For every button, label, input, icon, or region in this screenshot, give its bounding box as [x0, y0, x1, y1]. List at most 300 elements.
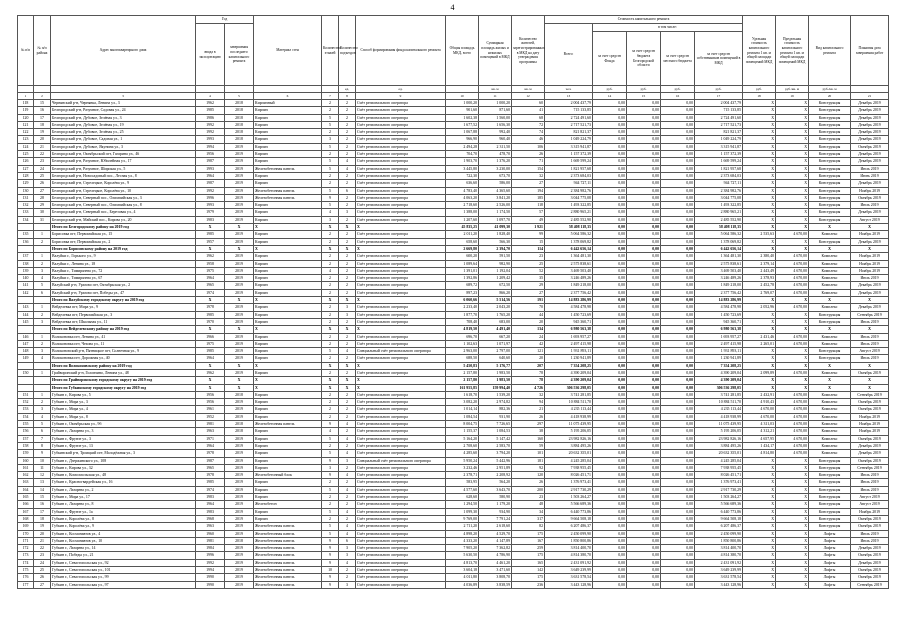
table-cell: X — [776, 143, 809, 150]
table-cell: X — [225, 224, 254, 231]
table-cell: 0,00 — [627, 136, 661, 143]
table-cell: 1981 — [196, 537, 225, 544]
table-cell: X — [743, 348, 776, 355]
table-cell: 689,72 — [446, 282, 479, 289]
table-cell: 155 — [18, 421, 34, 428]
table-cell: 4 — [339, 450, 356, 457]
table-cell: 1981 — [196, 421, 225, 428]
table-cell: Губкин г., Лазарева ул., 3 — [51, 428, 196, 435]
table-cell: 145 — [18, 318, 34, 325]
table-cell: 1983 — [196, 494, 225, 501]
table-cell: 583,95 — [446, 479, 479, 486]
table-cell: 2 — [339, 267, 356, 274]
table-cell: 4 418 938,99 — [695, 413, 743, 420]
table-row — [18, 552, 889, 559]
table-cell: Белгородский р-н, Разумное, Юбилейная ул., 17 — [51, 158, 196, 165]
table-cell: Декабрь 2019 — [851, 238, 889, 245]
table-cell: 0,00 — [627, 267, 661, 274]
subtotal-row — [18, 297, 889, 304]
table-cell: 2 724 491,60 — [545, 114, 593, 121]
table-cell: 0,00 — [627, 311, 661, 318]
table-cell: X — [322, 245, 339, 252]
table-cell: 0,00 — [627, 355, 661, 362]
table-cell: X — [743, 523, 776, 530]
table-cell: 167 — [512, 537, 545, 544]
table-cell: 0,00 — [593, 537, 627, 544]
table-cell: Счёт регионального оператора — [356, 172, 446, 179]
table-cell: Декабрь 2019 — [851, 121, 889, 128]
table-cell: Кирпич — [254, 399, 322, 406]
table-cell: 126 — [18, 158, 34, 165]
unit-cell — [851, 86, 889, 93]
table-cell: X — [322, 326, 339, 333]
table-cell: 19 — [34, 129, 51, 136]
table-cell: Счёт регионального оператора — [356, 413, 446, 420]
table-cell: 0,00 — [627, 172, 661, 179]
table-row — [18, 486, 889, 493]
table-cell: X — [322, 224, 339, 231]
table-cell: 0,00 — [593, 523, 627, 530]
table-cell: 1964 — [196, 275, 225, 282]
table-cell: X — [776, 297, 809, 304]
table-cell: 0,00 — [627, 151, 661, 158]
table-cell: Железобетонная панель — [254, 581, 322, 588]
table-cell: Комплекс — [809, 260, 851, 267]
table-cell: X — [776, 552, 809, 559]
table-cell: 159 — [18, 450, 34, 457]
table-cell: 0,00 — [627, 442, 661, 449]
table-cell: X — [743, 224, 776, 231]
table-cell: 2 — [322, 260, 339, 267]
table-cell: X — [339, 362, 356, 369]
table-cell: 2 — [339, 494, 356, 501]
page-number: 4 — [450, 3, 455, 12]
table-cell: X — [743, 508, 776, 515]
table-row — [18, 559, 889, 566]
table-cell: Железобетонная панель — [254, 530, 322, 537]
table-cell: X — [743, 479, 776, 486]
header-address: Адрес многоквартирного дома — [51, 16, 196, 86]
table-cell: 138 — [18, 260, 34, 267]
table-cell: 27 — [512, 289, 545, 296]
table-cell: 1 157 372,39 — [695, 151, 743, 158]
table-cell: 4 390 209,04 — [545, 377, 593, 384]
table-cell: 1 230 941,89 — [545, 355, 593, 362]
table-cell: Счёт регионального оператора — [356, 472, 446, 479]
table-cell: 0,00 — [627, 253, 661, 260]
table-cell: 2 718,60 — [446, 202, 479, 209]
table-cell: 0,00 — [627, 450, 661, 457]
table-cell: X — [743, 180, 776, 187]
table-cell: 147 — [18, 340, 34, 347]
table-cell: 1 983,50 — [479, 369, 512, 376]
table-cell: 4 — [339, 508, 356, 515]
table-cell: 0,00 — [661, 472, 695, 479]
table-cell: 2018 — [225, 114, 254, 121]
table-row — [18, 494, 889, 501]
table-cell: Валуйский р-н, Уразово пгт, Октябрьская ул., 2 — [51, 282, 196, 289]
table-cell: 2018 — [225, 421, 254, 428]
table-cell: Железобетонная панель — [254, 421, 322, 428]
table-cell: 1978 — [196, 304, 225, 311]
table-cell: 2019 — [225, 202, 254, 209]
table-cell: 2019 — [225, 523, 254, 530]
table-cell: Счёт регионального оператора — [356, 260, 446, 267]
table-cell: 0,00 — [661, 180, 695, 187]
table-cell: 2 — [339, 282, 356, 289]
table-cell: Счёт регионального оператора — [356, 282, 446, 289]
table-cell: 4 529,70 — [479, 530, 512, 537]
table-cell: 0,00 — [627, 348, 661, 355]
table-cell: 2 — [339, 172, 356, 179]
header-year-last-repair: завершения последнего капитального ремонта — [225, 24, 254, 86]
table-cell: X — [776, 202, 809, 209]
table-cell: 0,00 — [661, 545, 695, 552]
table-cell: 1 983,50 — [479, 377, 512, 384]
table-cell: Июль 2019 — [851, 275, 889, 282]
table-cell: 2019 — [225, 267, 254, 274]
table-cell: 0,00 — [661, 194, 695, 201]
table-cell: 175 — [512, 530, 545, 537]
table-cell: 3 315 941,87 — [545, 143, 593, 150]
table-cell: Железобетонная панель — [254, 545, 322, 552]
table-cell: 945 360,71 — [545, 318, 593, 325]
table-cell: 5 630,50 — [446, 552, 479, 559]
table-cell: Кирпич — [254, 143, 322, 150]
table-row — [18, 581, 889, 588]
table-cell: 1 — [34, 304, 51, 311]
table-cell: 140 — [18, 275, 34, 282]
table-cell: 10 884 511,70 — [695, 399, 743, 406]
table-cell: X — [225, 245, 254, 252]
table-cell: 5 — [322, 486, 339, 493]
table-cell: Конструкция — [809, 486, 851, 493]
table-cell: 2 — [322, 311, 339, 318]
table-cell: 165 — [18, 494, 34, 501]
table-cell: X — [776, 114, 809, 121]
table-cell: 142 — [18, 289, 34, 296]
header-wall-material: Материал стен — [254, 16, 322, 86]
table-cell: Чернянский р-н, Чернянка, Ленина ул., 3 — [51, 100, 196, 107]
table-cell: 0,00 — [627, 326, 661, 333]
table-cell: Белгородский р-н, Новосадовый пос., Лесная ул., 8 — [51, 172, 196, 179]
table-cell: 1 392,86 — [446, 275, 479, 282]
subtotal-row — [18, 384, 889, 391]
table-cell: 1984 — [196, 545, 225, 552]
header-owners-funds: за счет средств собственников помещений в МКД — [695, 32, 743, 86]
table-cell: 20 — [34, 530, 51, 537]
header-total-cost: Всего: — [545, 24, 593, 86]
table-cell: 175 — [512, 574, 545, 581]
table-cell: 129 — [18, 180, 34, 187]
table-cell: X — [322, 384, 339, 391]
table-cell: 0,00 — [661, 486, 695, 493]
table-cell: X — [851, 326, 889, 333]
table-cell: 9 — [322, 545, 339, 552]
table-cell: 0,00 — [661, 231, 695, 238]
table-cell: 0,00 — [661, 245, 695, 252]
table-cell: X — [809, 377, 851, 384]
table-cell: Белгородский р-н, Северный пос., Березовая ул., 4 — [51, 209, 196, 216]
table-cell: 24 — [34, 559, 51, 566]
table-cell: 46 — [512, 136, 545, 143]
table-cell: 9 — [322, 194, 339, 201]
table-cell: 934,90 — [479, 508, 512, 515]
table-cell: 2 618,60 — [479, 523, 512, 530]
table-cell: 6 — [34, 289, 51, 296]
table-cell: 11 — [34, 464, 51, 471]
table-cell: 71 — [512, 158, 545, 165]
table-cell: Губкин г., Севастопольская ул., 101 — [51, 567, 196, 574]
column-number-cell: 5 — [225, 93, 254, 100]
table-cell: 0,00 — [593, 399, 627, 406]
table-cell: 156 — [18, 428, 34, 435]
table-cell: 931,90 — [479, 413, 512, 420]
table-cell: Кирпич — [254, 428, 322, 435]
table-cell: 0,00 — [661, 216, 695, 223]
table-cell: 4 670,00 — [776, 282, 809, 289]
table-cell: 4 312,21 — [743, 428, 776, 435]
table-row — [18, 442, 889, 449]
table-cell: 0,00 — [593, 231, 627, 238]
table-cell: Лифты — [809, 581, 851, 588]
table-cell: Кирпич — [254, 494, 322, 501]
table-cell: Губкин г., Севастопольская ул., 99 — [51, 574, 196, 581]
table-cell: 2 — [322, 289, 339, 296]
table-cell: 20 — [34, 136, 51, 143]
table-cell: Железобетонная панель — [254, 559, 322, 566]
table-cell: 2 — [322, 318, 339, 325]
table-cell: Счёт регионального оператора — [356, 180, 446, 187]
table-cell: 2 — [322, 340, 339, 347]
table-cell: 9 — [322, 559, 339, 566]
table-cell: 2019 — [225, 515, 254, 522]
table-cell: 1 560,00 — [479, 114, 512, 121]
table-cell: 696,70 — [446, 333, 479, 340]
table-cell: X — [776, 515, 809, 522]
table-cell: 5 — [322, 143, 339, 150]
table-cell: Кирпич — [254, 158, 322, 165]
table-row — [18, 318, 889, 325]
table-cell: 1974 — [196, 289, 225, 296]
header-living-area: Суммарная площадь жилых и нежилых помещений в МКД — [479, 16, 512, 86]
table-cell: Губкин г., Дзержинского ул., 108 — [51, 457, 196, 464]
table-cell: Счёт регионального оператора — [356, 253, 446, 260]
table-cell: X — [322, 362, 339, 369]
table-cell: 0,00 — [627, 194, 661, 201]
table-cell: 2 — [322, 442, 339, 449]
table-cell: Счёт регионального оператора — [356, 501, 446, 508]
header-local-budget: за счет средств местного бюджета — [661, 32, 695, 86]
column-numbers-row — [18, 93, 889, 100]
table-cell: Белгородский р-н, Майский пос., Кирова ул., 20 — [51, 216, 196, 223]
table-cell: Август 2019 — [851, 348, 889, 355]
table-row — [18, 304, 889, 311]
table-cell: 0,00 — [661, 340, 695, 347]
table-cell: Кирпич — [254, 435, 322, 442]
table-cell: 1978 — [196, 450, 225, 457]
table-cell: 41 099,30 — [479, 224, 512, 231]
table-cell: 0,00 — [627, 260, 661, 267]
table-cell: 0,00 — [627, 238, 661, 245]
table-cell: 0,00 — [627, 245, 661, 252]
table-cell: 2018 — [225, 107, 254, 114]
column-number-cell: 1 — [18, 93, 34, 100]
table-cell: 161 955,85 — [446, 384, 479, 391]
table-cell: Конструкция — [809, 501, 851, 508]
table-cell: 2 — [322, 129, 339, 136]
table-row — [18, 187, 889, 194]
table-cell: Август 2019 — [851, 494, 889, 501]
table-cell: 2 880 965,21 — [545, 209, 593, 216]
table-cell: Конструкция — [809, 187, 851, 194]
table-cell: 0,00 — [661, 209, 695, 216]
table-cell: Кирпич — [254, 180, 322, 187]
table-cell: 1 493 322,85 — [545, 202, 593, 209]
table-cell: 2 157,80 — [446, 369, 479, 376]
table-cell: Итого по Волоконовскому району на 2019 год — [51, 362, 196, 369]
table-cell: 141 — [18, 282, 34, 289]
table-cell: 2019 — [225, 216, 254, 223]
table-cell: 2 208,92 — [479, 472, 512, 479]
table-cell: 4 245 285,04 — [695, 457, 743, 464]
table-cell: 0,00 — [661, 457, 695, 464]
table-cell: 0,00 — [661, 333, 695, 340]
column-number-cell: 19 — [776, 93, 809, 100]
table-cell: 3 469 503,40 — [545, 267, 593, 274]
table-cell: Ноябрь 2019 — [851, 260, 889, 267]
table-cell: Конструкция — [809, 194, 851, 201]
table-cell: 715 133,85 — [545, 107, 593, 114]
table-cell: 0,00 — [627, 581, 661, 588]
table-cell: Итого по Вейделевскому району на 2019 год — [51, 326, 196, 333]
table-cell: 982,90 — [479, 260, 512, 267]
table-cell: 0,00 — [627, 187, 661, 194]
table-cell: X — [196, 362, 225, 369]
table-cell: 136 — [18, 238, 34, 245]
table-cell: 0,00 — [593, 574, 627, 581]
table-cell: 2019 — [225, 318, 254, 325]
table-cell: Конструкция — [809, 479, 851, 486]
table-cell: 68 — [512, 114, 545, 121]
table-cell: 24 — [34, 165, 51, 172]
table-cell: 1 828,40 — [479, 231, 512, 238]
table-cell: 194 — [512, 187, 545, 194]
table-cell: 4 670,00 — [776, 340, 809, 347]
table-cell: 1 097,70 — [479, 216, 512, 223]
table-cell: 3 471,60 — [479, 567, 512, 574]
table-cell: 0,00 — [661, 304, 695, 311]
table-cell: Комплекс — [809, 333, 851, 340]
table-cell: 2 494,28 — [446, 143, 479, 150]
table-cell: X — [339, 377, 356, 384]
table-cell: X — [743, 107, 776, 114]
table-cell: 4 670,00 — [743, 413, 776, 420]
table-row — [18, 574, 889, 581]
table-cell: X — [743, 114, 776, 121]
table-cell: 2 — [322, 355, 339, 362]
table-cell: 8 026 451,71 — [695, 472, 743, 479]
unit-cell: руб./кв. м — [809, 86, 851, 93]
table-cell: 2019 — [225, 238, 254, 245]
table-cell: Конструкция — [809, 143, 851, 150]
table-cell: 2 797,00 — [479, 348, 512, 355]
table-cell: 0,00 — [661, 391, 695, 398]
table-cell: 0,00 — [661, 172, 695, 179]
table-cell: 2 — [322, 369, 339, 376]
table-cell: 0,00 — [627, 545, 661, 552]
table-cell: 0,00 — [593, 151, 627, 158]
table-cell: 0,00 — [627, 486, 661, 493]
table-cell: Железобетонная панель — [254, 187, 322, 194]
table-cell: 3 044 775,08 — [695, 194, 743, 201]
table-cell: Специальный счёт регионального оператора — [356, 457, 446, 464]
table-cell: Волоконовский р-н, Пятницкое пгт, Солнечная ул., 9 — [51, 348, 196, 355]
table-cell: 78 — [512, 377, 545, 384]
table-cell: 0,00 — [627, 107, 661, 114]
table-cell: Комплекс — [809, 435, 851, 442]
table-cell: 148 — [18, 348, 34, 355]
table-cell: 3 — [34, 406, 51, 413]
table-cell: X — [254, 377, 322, 384]
table-cell: 0,00 — [627, 413, 661, 420]
table-cell: 1 669 599,24 — [545, 158, 593, 165]
table-cell: 1990 — [196, 581, 225, 588]
table-cell: 0,00 — [661, 369, 695, 376]
header-cost-group: Стоимость капитального ремонта — [545, 16, 743, 24]
unit-cell: руб. — [593, 86, 627, 93]
table-cell: 2019 — [225, 450, 254, 457]
table-cell: Июль 2019 — [851, 486, 889, 493]
table-cell: 2019 — [225, 574, 254, 581]
table-cell: 2 — [322, 399, 339, 406]
table-cell: Счёт регионального оператора — [356, 231, 446, 238]
table-cell: 3 443 128,96 — [695, 581, 743, 588]
table-cell: Комплекс — [809, 340, 851, 347]
table-cell: 0,00 — [627, 574, 661, 581]
table-cell: 0,00 — [593, 129, 627, 136]
table-cell: 3 — [339, 304, 356, 311]
table-cell: 0,00 — [627, 275, 661, 282]
table-cell: X — [322, 377, 339, 384]
table-cell: X — [776, 238, 809, 245]
table-cell — [18, 245, 34, 252]
table-cell: 5 195 206,05 — [695, 428, 743, 435]
table-cell: 6 980 563,38 — [545, 326, 593, 333]
table-cell: 2 052,96 — [743, 304, 776, 311]
table-cell: Кирпич — [254, 515, 322, 522]
unit-cell — [196, 86, 225, 93]
table-cell: Кирпич — [254, 333, 322, 340]
table-cell: Счёт регионального оператора — [356, 530, 446, 537]
table-cell: Октябрь 2019 — [851, 399, 889, 406]
table-cell: 0,00 — [593, 209, 627, 216]
table-cell: 14 883 286,99 — [695, 297, 743, 304]
table-cell: 0,00 — [661, 501, 695, 508]
table-cell: 52 — [512, 267, 545, 274]
table-cell: X — [743, 545, 776, 552]
table-cell: 29 — [34, 202, 51, 209]
table-cell: 2 669,80 — [446, 245, 479, 252]
table-cell: 167 — [18, 508, 34, 515]
table-cell: 0,00 — [593, 567, 627, 574]
table-cell: 4 670,00 — [743, 406, 776, 413]
table-cell: 2 — [322, 413, 339, 420]
table-cell: 4 311,03 — [743, 421, 776, 428]
table-cell: 2 — [34, 260, 51, 267]
table-cell: 2018 — [225, 391, 254, 398]
table-cell: Сентябрь 2019 — [851, 464, 889, 471]
